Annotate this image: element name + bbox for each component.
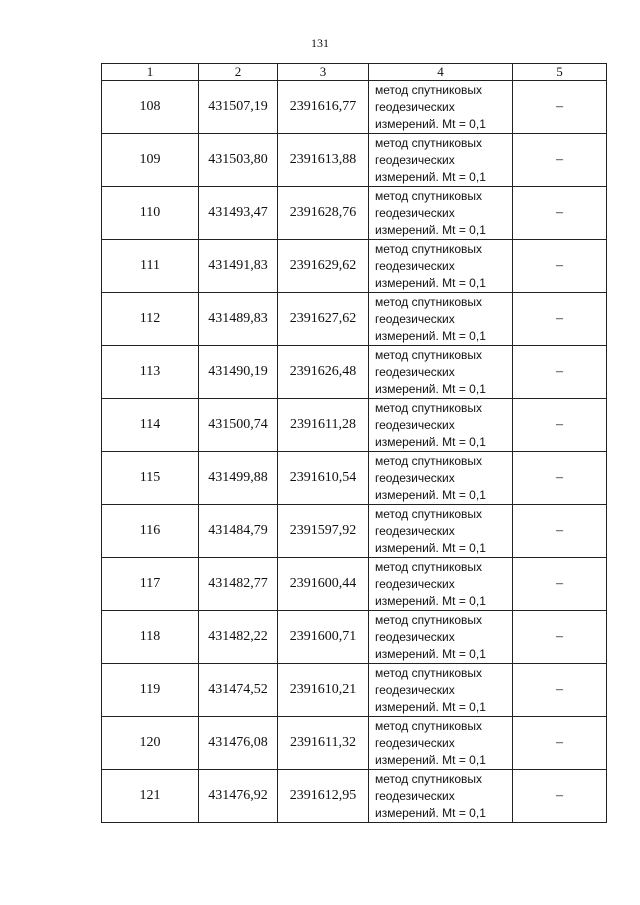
- note-cell: –: [513, 187, 607, 240]
- point-number-cell: 114: [102, 399, 199, 452]
- note-cell: –: [513, 505, 607, 558]
- method-cell: [369, 187, 513, 240]
- table-header-row: [102, 64, 607, 81]
- table-row: [102, 505, 607, 558]
- method-line: метод спутниковых: [375, 453, 483, 468]
- method-cell: [369, 134, 513, 187]
- table-row: [102, 770, 607, 823]
- x-coordinate-cell: 431491,83: [199, 240, 278, 293]
- method-cell: [369, 558, 513, 611]
- table-row: [102, 717, 607, 770]
- method-line: геодезических: [375, 152, 455, 167]
- method-line: метод спутниковых: [375, 294, 483, 309]
- method-line: измерений. Mt = 0,1: [375, 328, 486, 343]
- method-line: метод спутниковых: [375, 188, 483, 203]
- method-line: метод спутниковых: [375, 612, 483, 627]
- note-cell: –: [513, 346, 607, 399]
- method-line: измерений. Mt = 0,1: [375, 540, 486, 555]
- method-line: измерений. Mt = 0,1: [375, 116, 486, 131]
- point-number-cell: 121: [102, 770, 199, 823]
- method-line: измерений. Mt = 0,1: [375, 169, 486, 184]
- method-line: геодезических: [375, 258, 455, 273]
- y-coordinate-cell: 2391610,54: [278, 452, 369, 505]
- table-row: [102, 346, 607, 399]
- method-line: метод спутниковых: [375, 771, 483, 786]
- method-line: геодезических: [375, 629, 455, 644]
- y-coordinate-cell: 2391626,48: [278, 346, 369, 399]
- note-cell: –: [513, 717, 607, 770]
- header-col-3: 3: [278, 64, 369, 81]
- method-line: измерений. Mt = 0,1: [375, 222, 486, 237]
- point-number-cell: 115: [102, 452, 199, 505]
- x-coordinate-cell: 431490,19: [199, 346, 278, 399]
- method-cell: [369, 240, 513, 293]
- table-row: [102, 293, 607, 346]
- method-line: измерений. Mt = 0,1: [375, 752, 486, 767]
- method-line: метод спутниковых: [375, 559, 483, 574]
- point-number-cell: 119: [102, 664, 199, 717]
- x-coordinate-cell: 431507,19: [199, 81, 278, 134]
- method-line: геодезических: [375, 735, 455, 750]
- coordinates-table: [101, 63, 607, 823]
- method-cell: [369, 399, 513, 452]
- note-cell: –: [513, 293, 607, 346]
- method-cell: [369, 770, 513, 823]
- y-coordinate-cell: 2391613,88: [278, 134, 369, 187]
- method-line: геодезических: [375, 470, 455, 485]
- table-row: [102, 611, 607, 664]
- method-cell: [369, 293, 513, 346]
- method-cell: [369, 505, 513, 558]
- table-row: [102, 134, 607, 187]
- note-cell: –: [513, 558, 607, 611]
- x-coordinate-cell: 431500,74: [199, 399, 278, 452]
- table-row: [102, 399, 607, 452]
- note-cell: –: [513, 399, 607, 452]
- y-coordinate-cell: 2391600,71: [278, 611, 369, 664]
- note-cell: –: [513, 452, 607, 505]
- method-line: геодезических: [375, 311, 455, 326]
- method-cell: [369, 346, 513, 399]
- point-number-cell: 111: [102, 240, 199, 293]
- method-line: измерений. Mt = 0,1: [375, 646, 486, 661]
- table-row: [102, 187, 607, 240]
- table-row: [102, 81, 607, 134]
- x-coordinate-cell: 431503,80: [199, 134, 278, 187]
- method-cell: [369, 611, 513, 664]
- note-cell: –: [513, 240, 607, 293]
- method-line: измерений. Mt = 0,1: [375, 434, 486, 449]
- note-cell: –: [513, 611, 607, 664]
- x-coordinate-cell: 431489,83: [199, 293, 278, 346]
- method-line: метод спутниковых: [375, 506, 483, 521]
- note-cell: –: [513, 770, 607, 823]
- method-cell: [369, 81, 513, 134]
- method-line: измерений. Mt = 0,1: [375, 593, 486, 608]
- method-line: измерений. Mt = 0,1: [375, 699, 486, 714]
- y-coordinate-cell: 2391629,62: [278, 240, 369, 293]
- x-coordinate-cell: 431476,92: [199, 770, 278, 823]
- point-number-cell: 108: [102, 81, 199, 134]
- method-line: измерений. Mt = 0,1: [375, 275, 486, 290]
- y-coordinate-cell: 2391611,32: [278, 717, 369, 770]
- x-coordinate-cell: 431499,88: [199, 452, 278, 505]
- table-row: [102, 664, 607, 717]
- y-coordinate-cell: 2391597,92: [278, 505, 369, 558]
- y-coordinate-cell: 2391628,76: [278, 187, 369, 240]
- method-line: геодезических: [375, 788, 455, 803]
- point-number-cell: 109: [102, 134, 199, 187]
- x-coordinate-cell: 431484,79: [199, 505, 278, 558]
- method-line: метод спутниковых: [375, 347, 483, 362]
- note-cell: –: [513, 664, 607, 717]
- x-coordinate-cell: 431482,77: [199, 558, 278, 611]
- y-coordinate-cell: 2391612,95: [278, 770, 369, 823]
- method-line: измерений. Mt = 0,1: [375, 805, 486, 820]
- y-coordinate-cell: 2391616,77: [278, 81, 369, 134]
- method-line: метод спутниковых: [375, 400, 483, 415]
- point-number-cell: 117: [102, 558, 199, 611]
- table-row: [102, 558, 607, 611]
- header-col-1: 1: [102, 64, 199, 81]
- point-number-cell: 112: [102, 293, 199, 346]
- page-number: 131: [311, 36, 329, 50]
- table-body: [102, 81, 607, 823]
- method-line: метод спутниковых: [375, 665, 483, 680]
- x-coordinate-cell: 431474,52: [199, 664, 278, 717]
- method-cell: [369, 717, 513, 770]
- method-line: геодезических: [375, 205, 455, 220]
- method-line: метод спутниковых: [375, 718, 483, 733]
- method-line: метод спутниковых: [375, 82, 483, 97]
- table-row: [102, 240, 607, 293]
- method-line: геодезических: [375, 576, 455, 591]
- x-coordinate-cell: 431493,47: [199, 187, 278, 240]
- y-coordinate-cell: 2391627,62: [278, 293, 369, 346]
- x-coordinate-cell: 431476,08: [199, 717, 278, 770]
- method-cell: [369, 452, 513, 505]
- point-number-cell: 116: [102, 505, 199, 558]
- method-line: геодезических: [375, 417, 455, 432]
- point-number-cell: 118: [102, 611, 199, 664]
- header-col-5: 5: [513, 64, 607, 81]
- method-line: метод спутниковых: [375, 135, 483, 150]
- point-number-cell: 110: [102, 187, 199, 240]
- method-line: метод спутниковых: [375, 241, 483, 256]
- method-line: геодезических: [375, 523, 455, 538]
- method-line: геодезических: [375, 99, 455, 114]
- note-cell: –: [513, 81, 607, 134]
- method-cell: [369, 664, 513, 717]
- method-line: геодезических: [375, 682, 455, 697]
- y-coordinate-cell: 2391610,21: [278, 664, 369, 717]
- point-number-cell: 120: [102, 717, 199, 770]
- y-coordinate-cell: 2391611,28: [278, 399, 369, 452]
- method-line: измерений. Mt = 0,1: [375, 381, 486, 396]
- note-cell: –: [513, 134, 607, 187]
- point-number-cell: 113: [102, 346, 199, 399]
- header-col-2: 2: [199, 64, 278, 81]
- header-col-4: 4: [369, 64, 513, 81]
- table-row: [102, 452, 607, 505]
- y-coordinate-cell: 2391600,44: [278, 558, 369, 611]
- method-line: измерений. Mt = 0,1: [375, 487, 486, 502]
- method-line: геодезических: [375, 364, 455, 379]
- x-coordinate-cell: 431482,22: [199, 611, 278, 664]
